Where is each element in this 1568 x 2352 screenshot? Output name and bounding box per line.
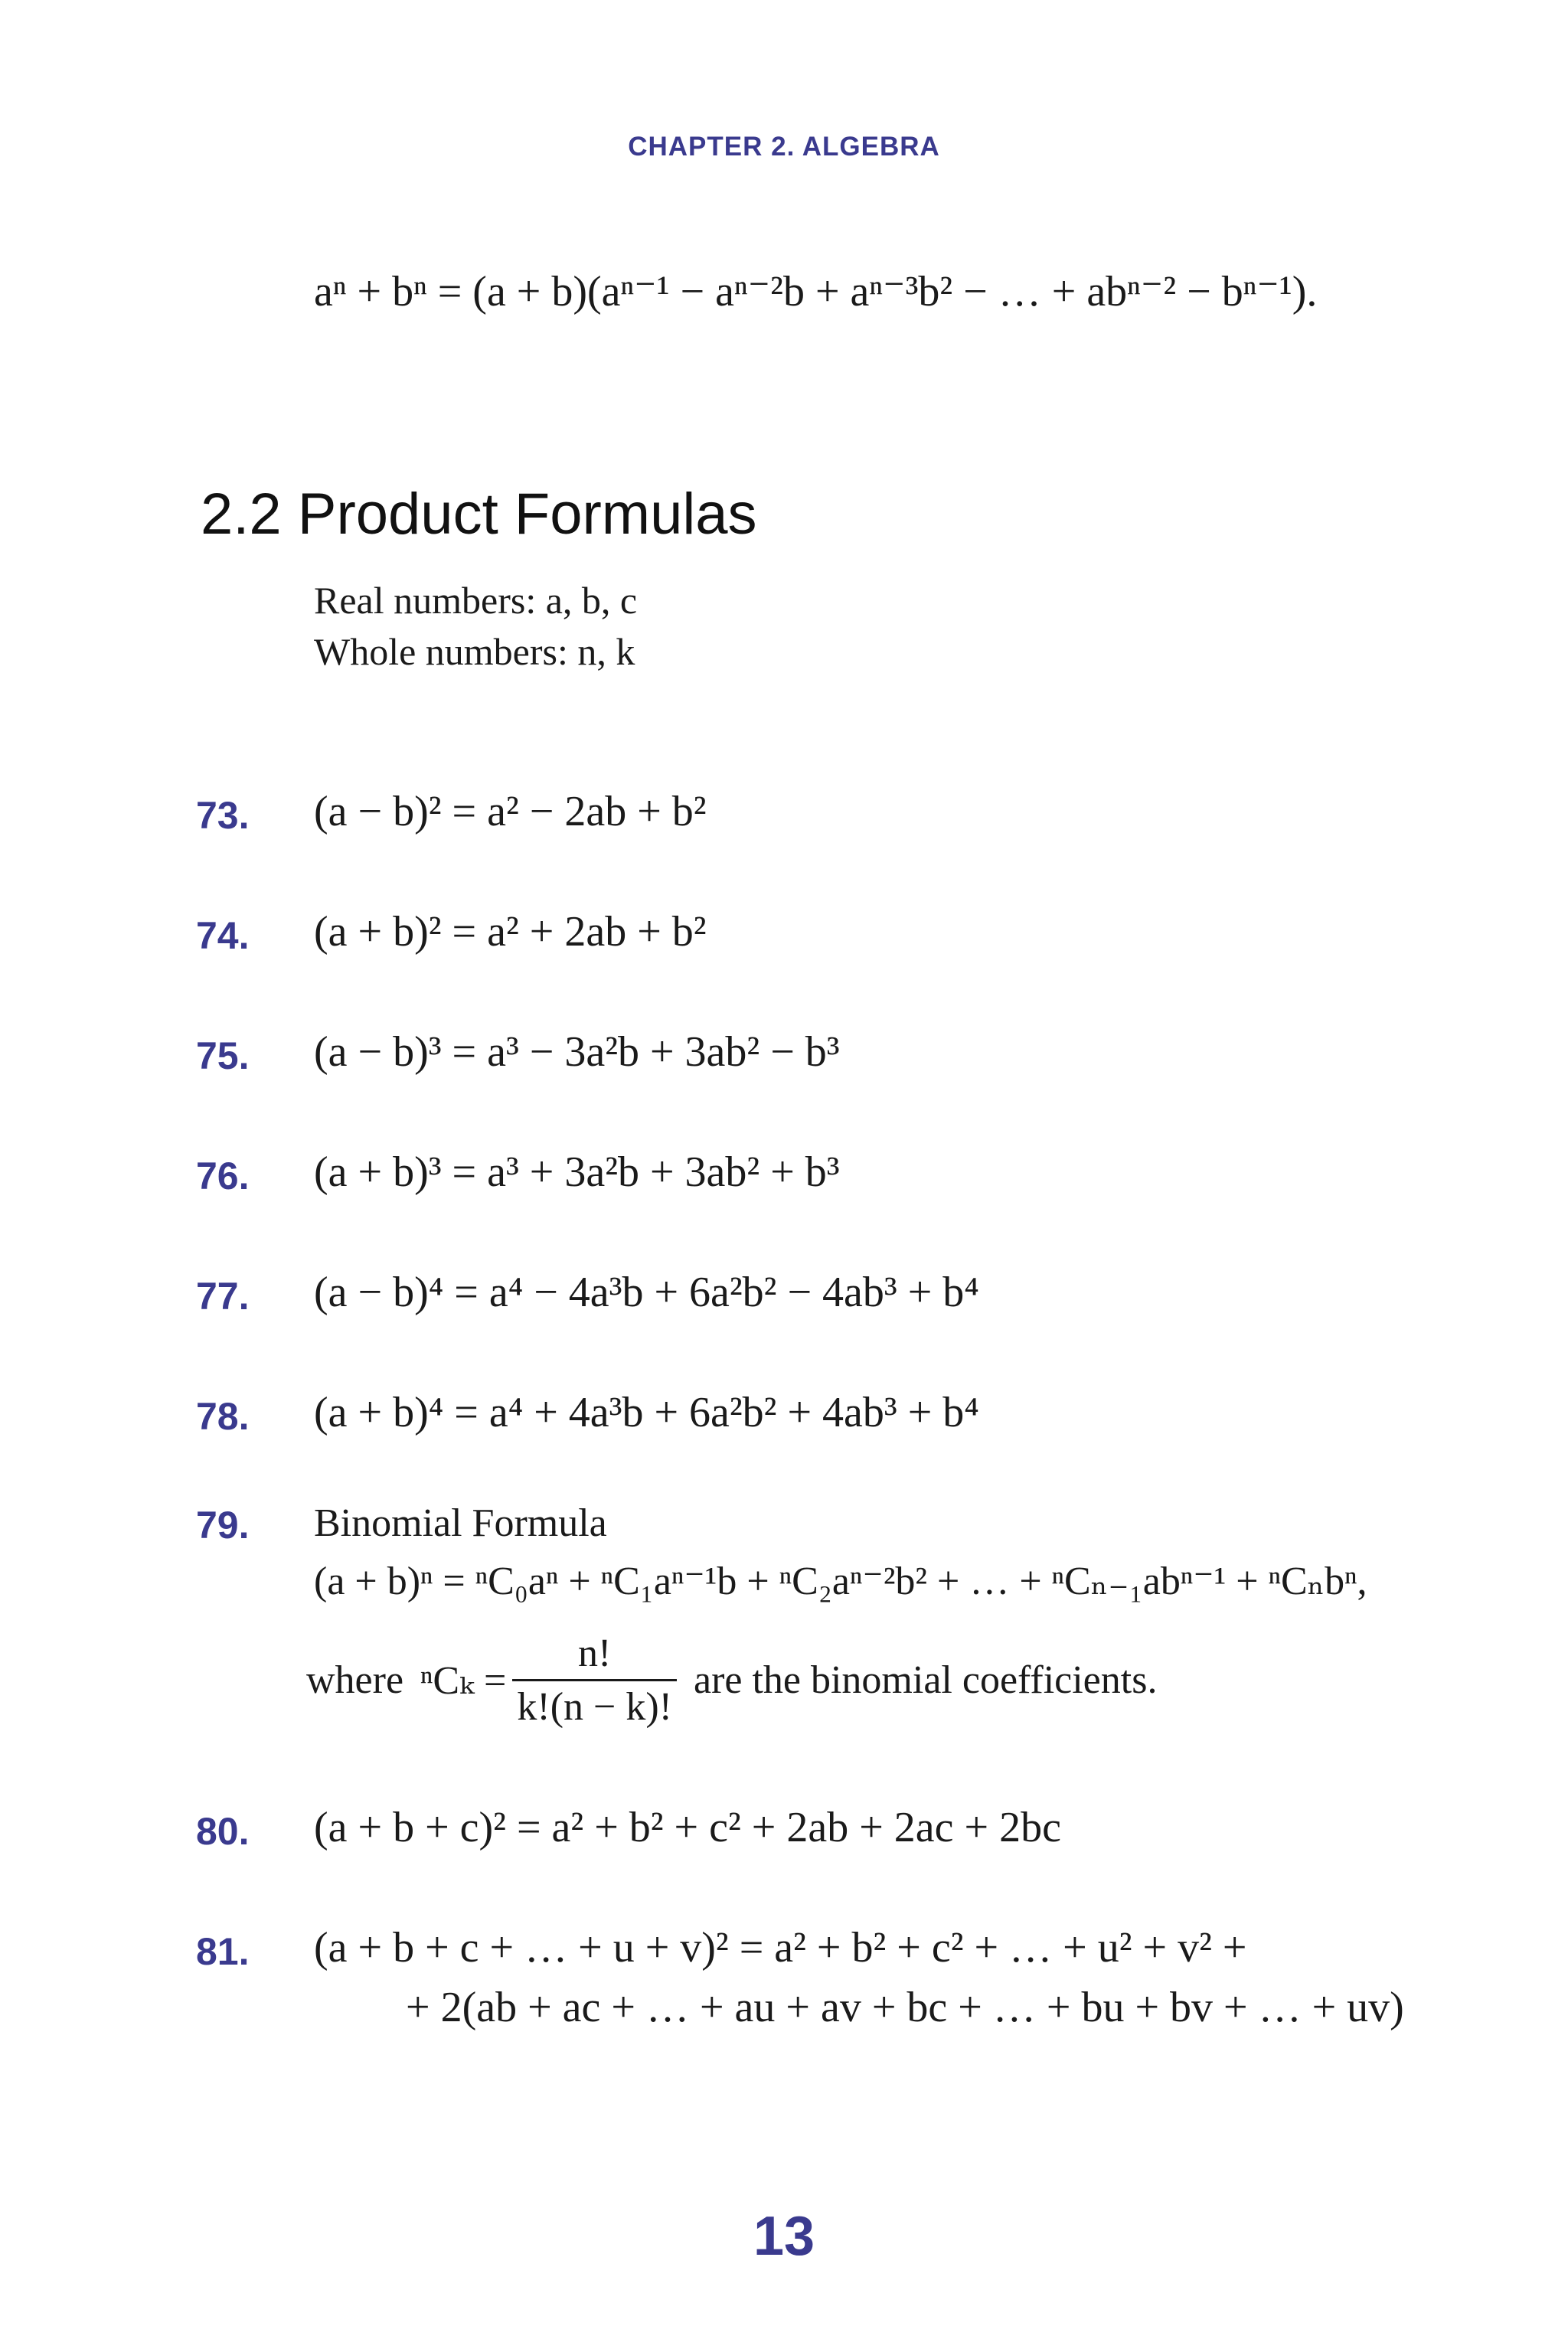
formula-number-74: 74. <box>196 914 250 957</box>
formula-80: (a + b + c)² = a² + b² + c² + 2ab + 2ac + 2bc <box>314 1804 1061 1851</box>
formula-73: (a − b)² = a² − 2ab + b² <box>314 788 707 835</box>
binomial-formula-title: Binomial Formula <box>314 1501 607 1545</box>
chapter-header: CHAPTER 2. ALGEBRA <box>628 132 940 162</box>
binomial-coefficient-definition <box>306 1631 1157 1730</box>
page-number: 13 <box>753 2206 815 2267</box>
variables-whole: Whole numbers: n, k <box>314 630 635 673</box>
where-label: where <box>306 1658 404 1702</box>
formula-number-75: 75. <box>196 1034 250 1077</box>
section-title: 2.2 Product Formulas <box>201 482 757 547</box>
formula-81-line1: (a + b + c + … + u + v)² = a² + b² + c² + … + u² + v² + <box>314 1924 1247 1971</box>
fraction-numerator: n! <box>512 1631 677 1681</box>
formula-75: (a − b)³ = a³ − 3a²b + 3ab² − b³ <box>314 1028 840 1076</box>
formula-81-line2: + 2(ab + ac + … + au + av + bc + … + bu + bv + … + uv) <box>406 1984 1404 2031</box>
formula-number-76: 76. <box>196 1155 250 1197</box>
binomial-fraction <box>512 1631 677 1730</box>
formula-number-79: 79. <box>196 1504 250 1547</box>
formula-76: (a + b)³ = a³ + 3a²b + 3ab² + b³ <box>314 1148 840 1196</box>
where-tail: are the binomial coefficients. <box>693 1658 1158 1702</box>
formula-79: (a + b)ⁿ = ⁿC₀aⁿ + ⁿC₁aⁿ⁻¹b + ⁿC₂aⁿ⁻²b² + … + ⁿCₙ₋₁abⁿ⁻¹ + ⁿCₙbⁿ, <box>314 1560 1367 1603</box>
coefficient-symbol: ⁿCₖ = <box>420 1658 507 1703</box>
formula-number-73: 73. <box>196 794 250 837</box>
formula-77: (a − b)⁴ = a⁴ − 4a³b + 6a²b² − 4ab³ + b⁴ <box>314 1269 979 1316</box>
formula-number-80: 80. <box>196 1810 250 1853</box>
variables-real: Real numbers: a, b, c <box>314 579 638 622</box>
formula-number-78: 78. <box>196 1395 250 1438</box>
formula-number-81: 81. <box>196 1930 250 1973</box>
top-formula: aⁿ + bⁿ = (a + b)(aⁿ⁻¹ − aⁿ⁻²b + aⁿ⁻³b² − … + abⁿ⁻² − bⁿ⁻¹). <box>314 268 1318 315</box>
formula-78: (a + b)⁴ = a⁴ + 4a³b + 6a²b² + 4ab³ + b⁴ <box>314 1389 979 1436</box>
formula-number-77: 77. <box>196 1275 250 1318</box>
formula-74: (a + b)² = a² + 2ab + b² <box>314 908 707 956</box>
fraction-denominator: k!(n − k)! <box>517 1685 672 1729</box>
